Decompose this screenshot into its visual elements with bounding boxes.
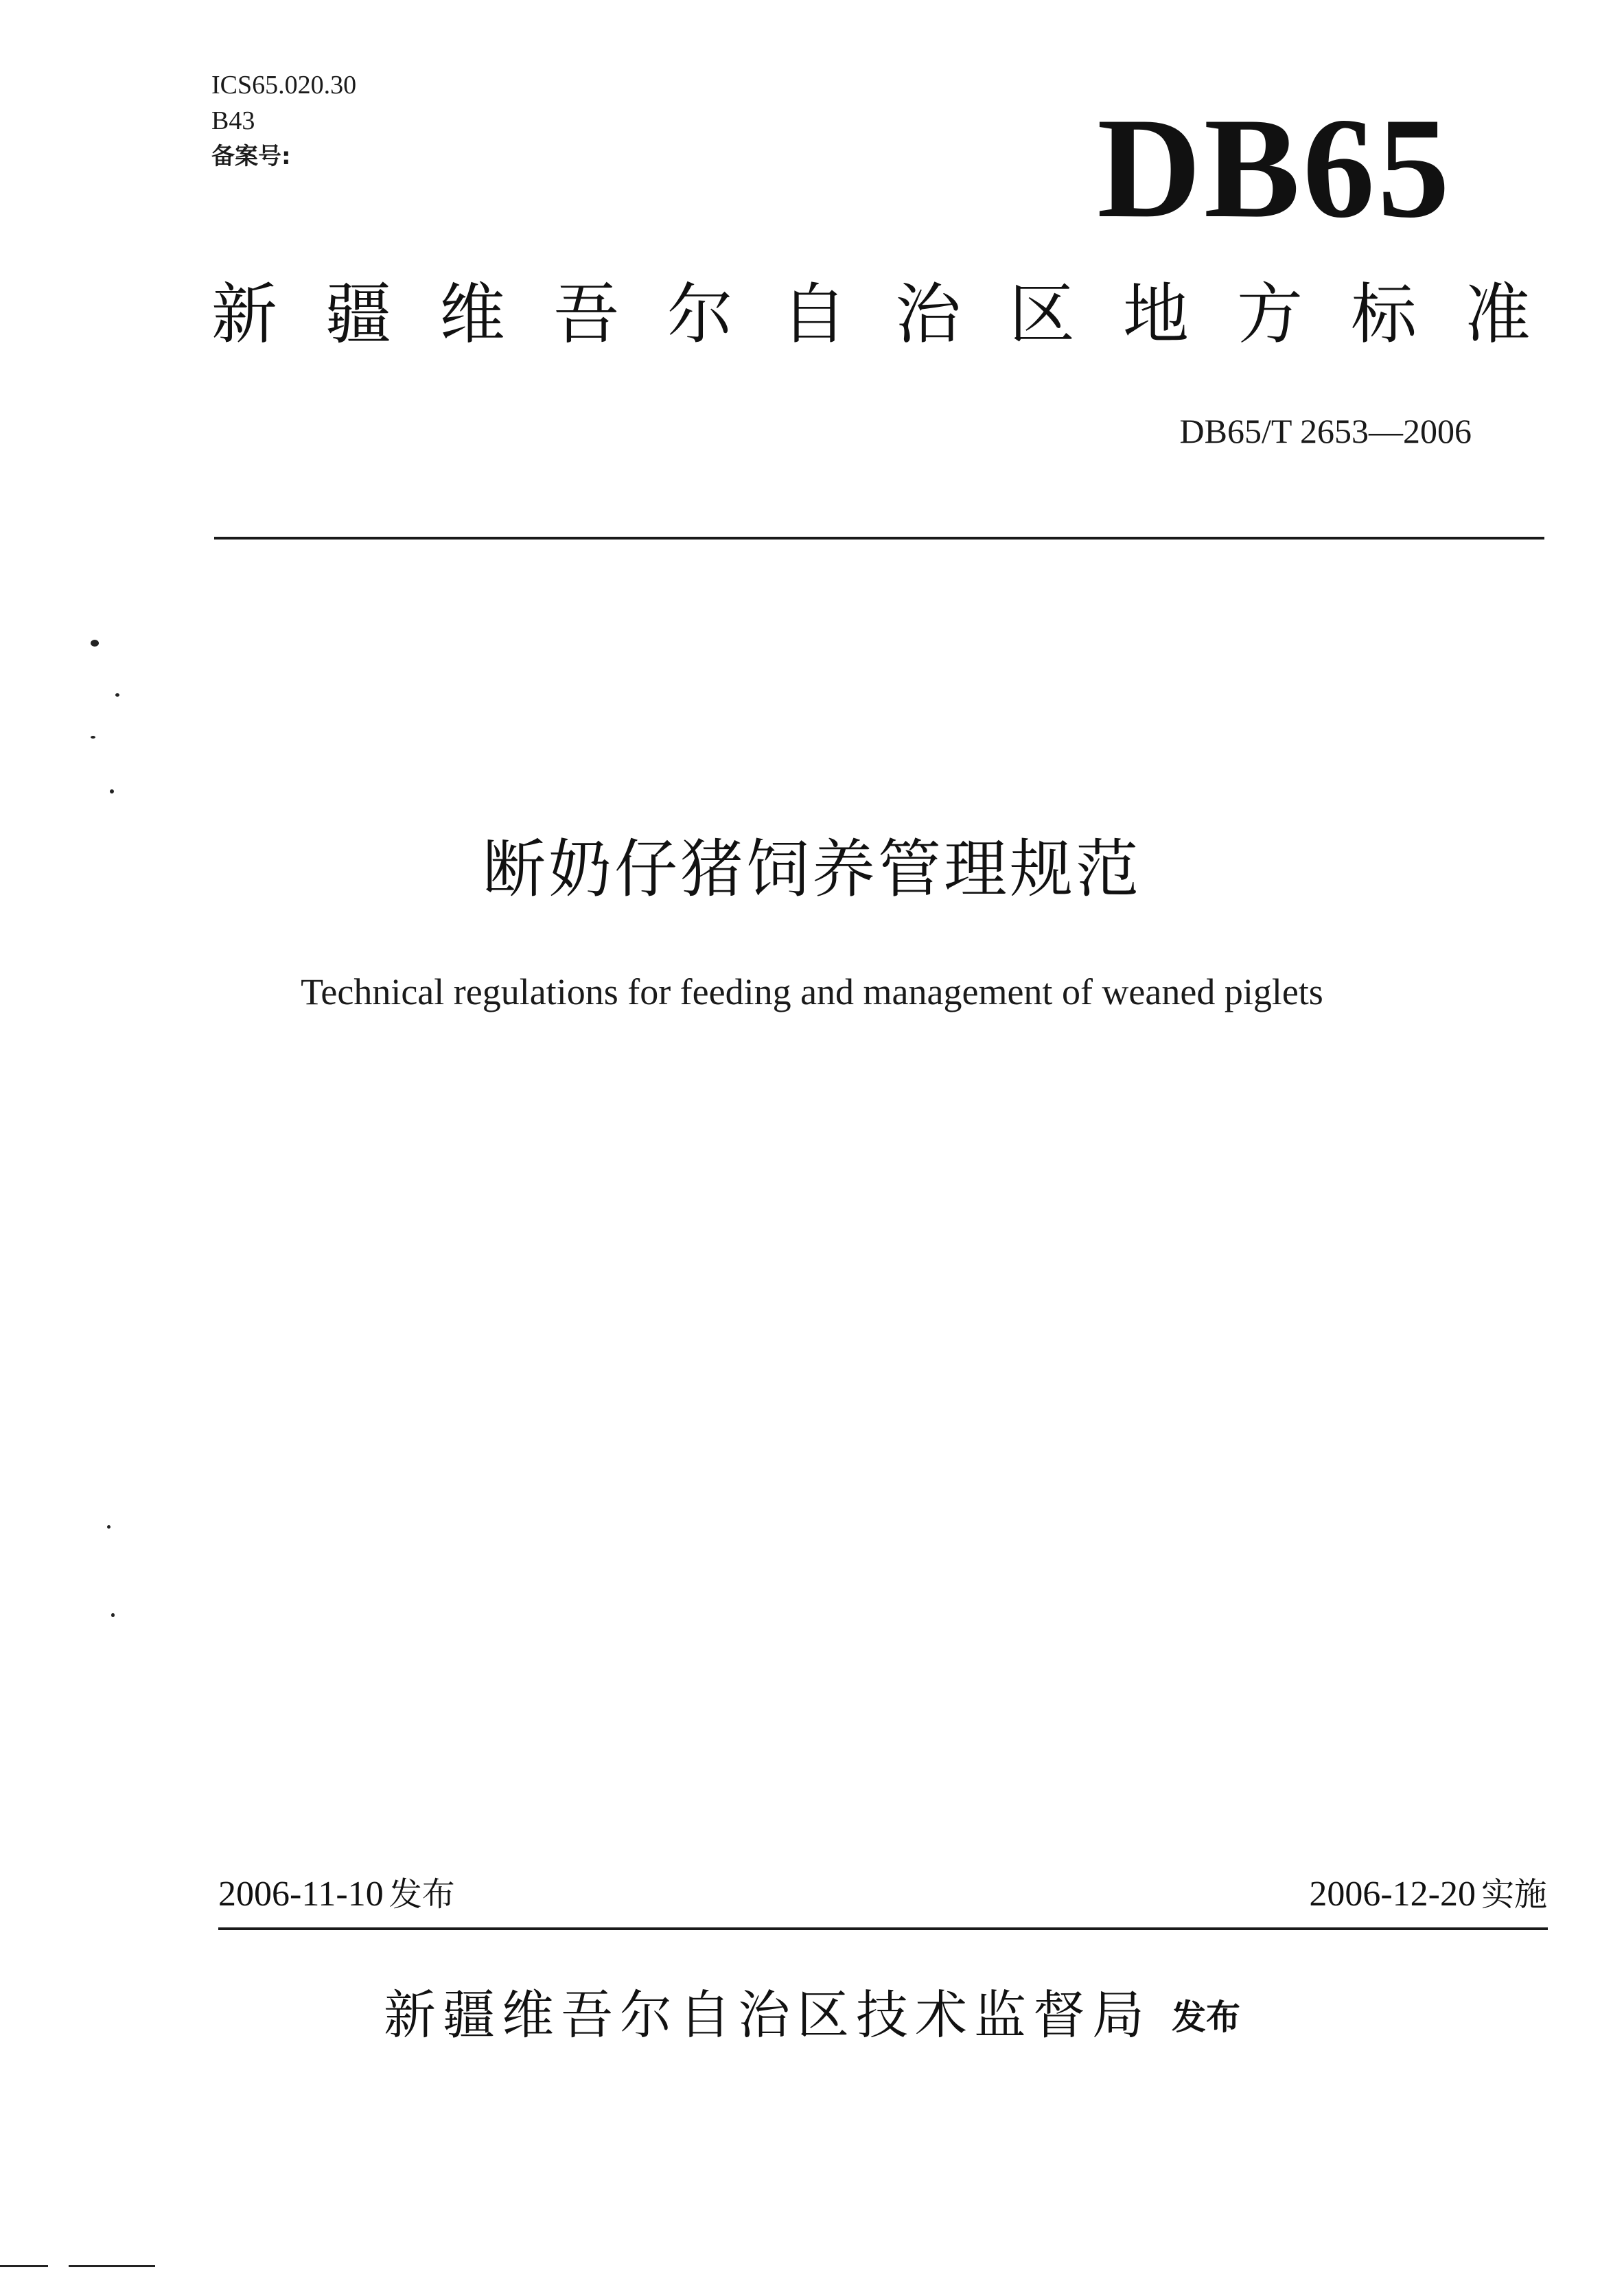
scan-speck bbox=[91, 736, 95, 739]
document-title-chinese: 断奶仔猪饲养管理规范 bbox=[482, 833, 1141, 906]
category-code: B43 bbox=[211, 106, 255, 135]
scan-speck bbox=[111, 1613, 115, 1617]
release-label: 发布 bbox=[388, 1875, 455, 1914]
standard-number: DB65/T 2653—2006 bbox=[1179, 412, 1472, 450]
scan-speck bbox=[110, 789, 114, 793]
scan-speck bbox=[91, 640, 99, 647]
classification-block bbox=[211, 67, 356, 174]
effective-date-block bbox=[1309, 1872, 1547, 1916]
effective-label: 实施 bbox=[1481, 1875, 1547, 1914]
release-date-block bbox=[218, 1872, 455, 1916]
top-divider bbox=[214, 537, 1544, 540]
scan-edge-mark bbox=[0, 2265, 48, 2267]
scan-speck bbox=[115, 693, 119, 697]
issuer-line bbox=[0, 1981, 1624, 2050]
issuer-verb: 发布 bbox=[1172, 1997, 1240, 2037]
scan-edge-mark bbox=[69, 2265, 155, 2267]
standard-type-title: 新疆维吾尔自治区地方标准 bbox=[211, 276, 1579, 353]
document-title-english: Technical regulations for feeding and management of weaned piglets bbox=[301, 971, 1323, 1012]
ics-code: ICS65.020.30 bbox=[211, 71, 357, 100]
filing-number-label: 备案号: bbox=[211, 143, 291, 170]
issuer-organization: 新疆维吾尔自治区技术监督局 bbox=[384, 1984, 1151, 2045]
scan-speck bbox=[107, 1525, 111, 1529]
bottom-divider bbox=[218, 1927, 1548, 1930]
standard-code-large: DB65 bbox=[1097, 89, 1452, 248]
effective-date: 2006-12-20 bbox=[1309, 1875, 1476, 1914]
release-date: 2006-11-10 bbox=[218, 1875, 384, 1914]
